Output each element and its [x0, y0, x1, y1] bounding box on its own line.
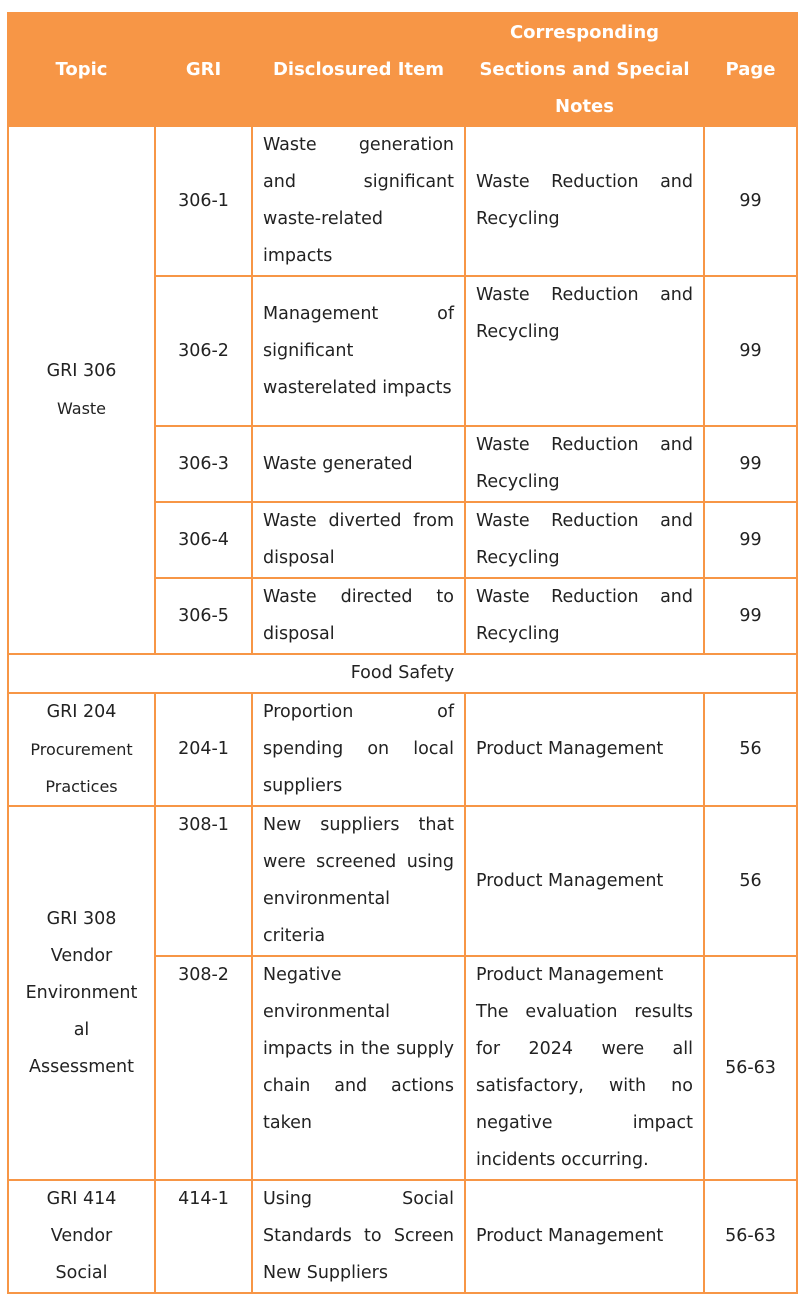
gri-number: 306-2	[155, 276, 252, 426]
gri-number: 306-4	[155, 502, 252, 578]
page-number: 56-63	[704, 1180, 797, 1293]
page-number: 56-63	[704, 956, 797, 1180]
page-number: 99	[704, 276, 797, 426]
topic-subtitle: Waste	[56, 399, 107, 418]
gri-index-table	[7, 12, 798, 1294]
section-note: Waste Reduction and Recycling	[465, 426, 704, 502]
disclosure-item: Management of significant wasterelated impacts	[252, 276, 465, 426]
topic-title: GRI 306	[46, 361, 117, 381]
topic-title: GRI 204	[46, 702, 117, 722]
topic-cell-gri-414	[8, 1180, 155, 1293]
gri-number: 306-5	[155, 578, 252, 654]
section-note-cell	[465, 956, 704, 1180]
disclosure-item: Waste directed to disposal	[252, 578, 465, 654]
disclosure-item: Waste generation and significant waste-related impacts	[252, 126, 465, 276]
table-row	[8, 693, 797, 806]
disclosure-item: Using Social Standards to Screen New Suppliers	[252, 1180, 465, 1293]
gri-number: 308-2	[155, 956, 252, 1180]
gri-number: 306-3	[155, 426, 252, 502]
disclosure-item: New suppliers that were screened using environmental criteria	[252, 806, 465, 956]
topic-subtitle: Assessment	[29, 1056, 134, 1077]
gri-number: 414-1	[155, 1180, 252, 1293]
topic-subtitle: Social	[55, 1263, 108, 1283]
disclosure-item: Negative environmental impacts in the supply chain and actions taken	[252, 956, 465, 1180]
disclosure-item: Waste diverted from disposal	[252, 502, 465, 578]
table-row	[8, 1180, 797, 1293]
gri-number: 308-1	[155, 806, 252, 956]
topic-cell-gri-308	[8, 806, 155, 1180]
header-gri: GRI	[155, 13, 252, 126]
page-number: 99	[704, 426, 797, 502]
page-number: 99	[704, 126, 797, 276]
disclosure-item: Proportion of spending on local suppliers	[252, 693, 465, 806]
section-separator-row	[8, 654, 797, 693]
page-number: 99	[704, 502, 797, 578]
topic-title: GRI 414	[46, 1189, 117, 1209]
topic-subtitle: Practices	[45, 777, 118, 796]
disclosure-item: Waste generated	[252, 426, 465, 502]
section-note: Waste Reduction and Recycling	[465, 502, 704, 578]
header-disclosured-item: Disclosured Item	[252, 13, 465, 126]
topic-subtitle: Procurement	[30, 740, 133, 759]
section-title-food-safety: Food Safety	[8, 654, 797, 693]
gri-number: 204-1	[155, 693, 252, 806]
section-note: Waste Reduction and Recycling	[465, 578, 704, 654]
section-note: Product Management	[465, 806, 704, 956]
page-number: 56	[704, 806, 797, 956]
topic-cell-gri-306	[8, 126, 155, 654]
section-note: Product Management	[476, 965, 664, 985]
topic-subtitle: Environment	[25, 982, 138, 1003]
header-page: Page	[704, 13, 797, 126]
section-note: Product Management	[465, 693, 704, 806]
page-number: 99	[704, 578, 797, 654]
section-note: Waste Reduction and Recycling	[465, 276, 704, 426]
topic-title: GRI 308	[46, 908, 117, 929]
header-corresponding-sections: Corresponding Sections and Special Notes	[465, 13, 704, 126]
page-number: 56	[704, 693, 797, 806]
topic-subtitle: Vendor	[50, 945, 113, 966]
header-row	[8, 13, 797, 126]
section-note: Waste Reduction and Recycling	[465, 126, 704, 276]
topic-subtitle: al	[73, 1019, 90, 1040]
section-note: Product Management	[465, 1180, 704, 1293]
gri-number: 306-1	[155, 126, 252, 276]
table-row	[8, 126, 797, 276]
table-row	[8, 806, 797, 956]
topic-cell-gri-204	[8, 693, 155, 806]
header-topic: Topic	[8, 13, 155, 126]
special-note: The evaluation results for 2024 were all satisfactory, with no negative impact incidents occurring.	[476, 1002, 693, 1170]
topic-subtitle: Vendor	[50, 1226, 113, 1246]
